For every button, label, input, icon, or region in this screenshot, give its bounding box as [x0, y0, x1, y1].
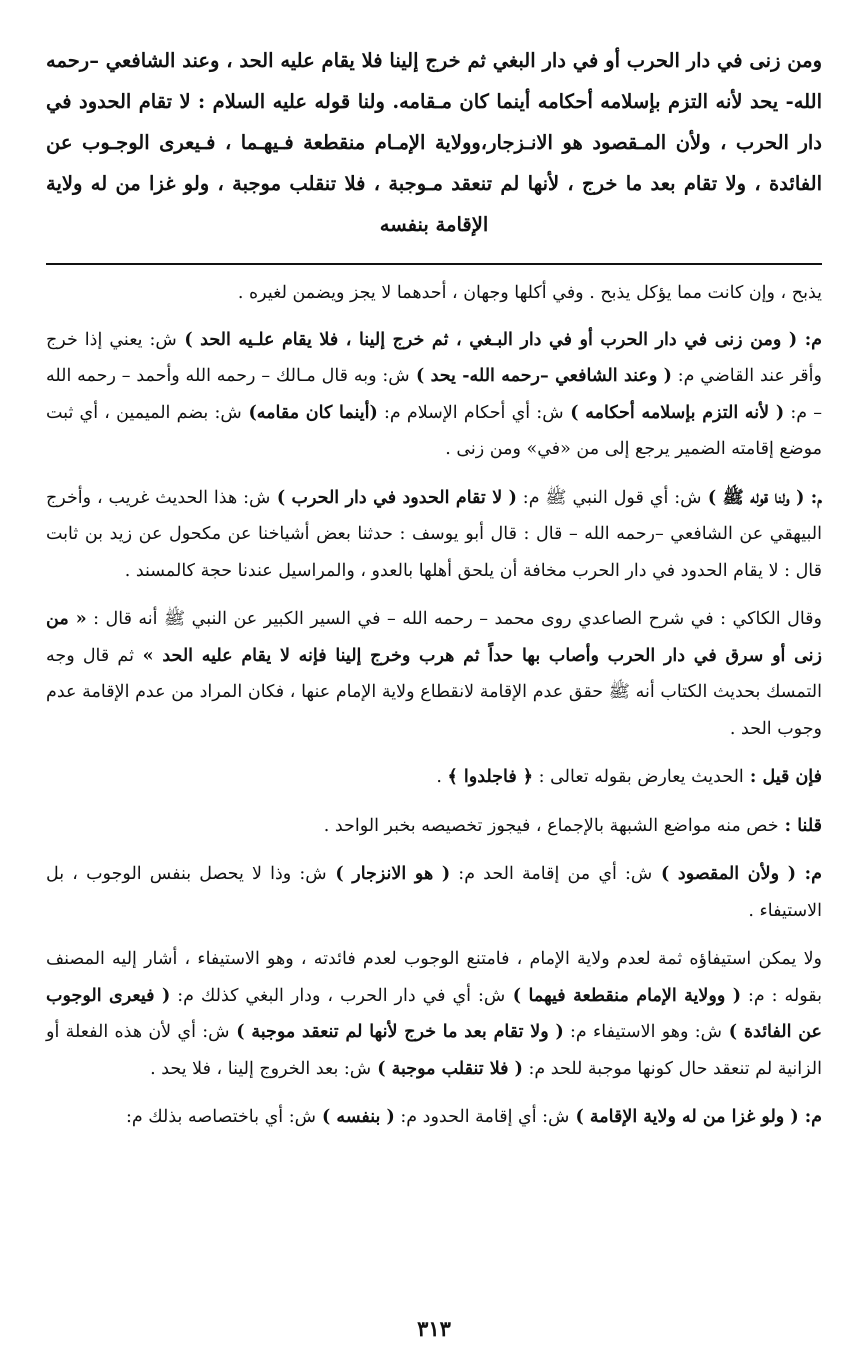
quoted-text-run: « من زنى أو سرق في دار الحرب وأصاب بها حداً ثم هرب وخرج إلينا فإنه لا يقام عليه الحد »	[46, 609, 823, 666]
commentary-paragraph-4	[46, 601, 822, 747]
quoted-text-run: م: ( ولو غزا من له ولاية الإقامة )	[569, 1107, 822, 1127]
separator-line	[46, 263, 822, 265]
quoted-text-run: قلنا :	[778, 815, 822, 836]
commentary-text-run: ولا يمكن استيفاؤه ثمة لعدم ولاية الإمام ، فامتنع الوجوب لعدم فائدته ، وهو الاستيفاء ، أشار إليه المصنف بقوله : م:	[46, 949, 823, 1006]
commentary-text-run: ش: يعني إذا خرج وأقر عند القاضي م:	[46, 329, 822, 386]
commentary-paragraph-7	[46, 856, 822, 929]
commentary-text-run: ش: أي إقامة الحدود م:	[394, 1107, 570, 1127]
quoted-text-run: ( وعند الشافعي –رحمه الله- يحد )	[409, 366, 672, 386]
quoted-text-run: ( بنفسه )	[315, 1107, 395, 1127]
quoted-text-run: م: ( ولنا قوله ﷺ )	[701, 487, 822, 508]
commentary-text-run: ش: بضم الميمين ، أي ثبت موضع إقامته الضمير يرجع إلى من «في» ومن زنى .	[46, 402, 822, 459]
commentary-text-run: الحديث يعارض بقوله تعالى :	[533, 767, 744, 787]
main-text	[46, 40, 822, 245]
main-text-paragraph: ومن زنى في دار الحرب أو في دار البغي ثم خرج إلينا فلا يقام عليه الحد ، وعند الشافعي –رحمه الله- يحد لأنه التزم بإسلامه أحكامه أينما كان مـقامه. ولنا قوله عليه السلام : لا تقام الحدود في دار الحرب ، ولأن المـقصود هو الانـزجار،وولاية الإمـام منقطعة فـيهـما ، فـيعرى الوجـوب عن الفائدة ، ولا تقام بعد ما خرج ، لأنها لم تنعقد مـوجبة ، فلا تنقلب موجبة ، ولو غزا من له ولاية الإقامة بنفسه	[46, 49, 822, 236]
commentary-text-run: وقال الكاكي : في شرح الصاعدي روى محمد – رحمه الله – في السير الكبير عن النبي ﷺ أنه قال :	[86, 609, 822, 629]
quoted-text-run: ( لا تقام الحدود في دار الحرب )	[270, 487, 517, 508]
commentary-text-run: ش: أي أحكام الإسلام م:	[377, 402, 564, 423]
commentary-text-run: ش: وذا لا يحصل بنفس الوجوب ، بل الاستيفاء .	[46, 864, 822, 921]
commentary-paragraph-9	[46, 1099, 822, 1136]
commentary-text-run: ش: أي باختصاصه بذلك م:	[125, 1107, 316, 1127]
commentary-paragraph-5	[46, 759, 822, 796]
commentary	[46, 275, 822, 1136]
quoted-text-run: ( ولا تقام بعد ما خرج لأنها لم تنعقد موجبة )	[229, 1022, 564, 1042]
commentary-text-run: ش: هذا الحديث غريب ، وأخرج البيهقي عن الشافعي –رحمه الله – قال : قال أبو يوسف : حدثنا بعض أشياخنا عن مكحول عن زيد بن ثابت قال : لا يقام الحدود في دار الحرب مخافة أن يلحق أهلها بالعدو ، والمراسيل عندنا حجة كالمسند .	[46, 487, 822, 581]
quoted-text-run: ( وولاية الإمام منقطعة فيهما )	[505, 985, 742, 1006]
quoted-text-run: م: ( ومن زنى في دار الحرب أو في دار البـغي ، ثم خرج إلينا ، فلا يقام علـيه الحد )	[176, 329, 822, 350]
commentary-text-run: ثم قال وجه التمسك بحديث الكتاب أنه ﷺ حقق عدم الإقامة لانقطاع ولاية الإمام عنها ، فكان المراد من عدم الإقامة عدم وجوب الحد .	[46, 645, 822, 739]
commentary-text-run: ش: أي من إقامة الحد م:	[450, 864, 653, 884]
commentary-text-run: ش: وهو الاستيفاء م:	[563, 1022, 722, 1042]
quoted-text-run: ﴿ فاجلدوا ﴾	[447, 767, 534, 787]
quoted-text-run: م: ( ولأن المقصود )	[652, 864, 822, 884]
quoted-text-run: ( لأنه التزم بإسلامه أحكامه )	[563, 402, 785, 423]
commentary-text-run: ش: وبه قال مـالك – رحمه الله وأحمد – رحمه الله – م:	[46, 366, 823, 423]
commentary-paragraph-6	[46, 808, 822, 845]
commentary-text-run: ش: أي قول النبي ﷺ م:	[516, 487, 702, 508]
quoted-text-run: ( فيعرى الوجوب عن الفائدة )	[46, 985, 822, 1042]
commentary-paragraph-1: يذبح ، وإن كانت مما يؤكل يذبح . وفي أكلها وجهان ، أحدهما لا يجز ويضمن لغيره .	[237, 283, 822, 303]
commentary-text-run: .	[436, 767, 448, 787]
commentary-text-run: ش: أي لأن هذه الفعلة أو الزانية لم تنعقد حال كونها موجبة للحد م:	[46, 1022, 822, 1079]
commentary-text-run: ش: أي في دار الحرب ، ودار البغي كذلك م:	[170, 985, 506, 1006]
commentary-text-run: ش: بعد الخروج إلينا ، فلا يحد .	[150, 1058, 372, 1079]
commentary-paragraph-2	[46, 322, 822, 468]
page-number: ٣١٣	[417, 1316, 451, 1341]
quoted-text-run: ( هو الانزجار )	[326, 864, 451, 884]
commentary-text-run: خص منه مواضع الشبهة بالإجماع ، فيجوز تخصيصه بخبر الواحد .	[323, 815, 779, 836]
commentary-paragraph-8	[46, 941, 822, 1087]
quoted-text-run: فإن قيل :	[743, 767, 822, 787]
quoted-text-run: ( فلا تنقلب موجبة )	[371, 1058, 523, 1079]
quoted-text-run: (أينما كان مقامه)	[241, 402, 378, 423]
commentary-paragraph-3	[46, 480, 822, 590]
